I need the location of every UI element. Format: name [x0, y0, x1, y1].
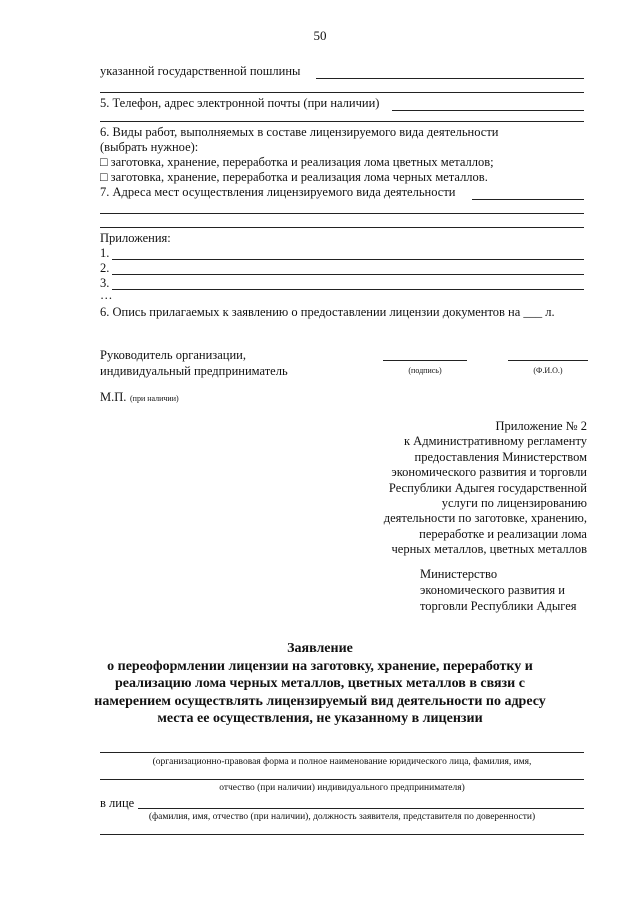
applicant-name-line-2	[100, 779, 584, 780]
title-line: о переоформлении лицензии на заготовку, хранение, переработку и	[107, 658, 533, 674]
appendix-line: Приложение № 2	[495, 419, 587, 433]
representative-line	[138, 808, 584, 809]
addresses-label: 7. Адреса мест осуществления лицензируемого вида деятельности	[100, 185, 456, 199]
addressee-line: Министерство	[420, 567, 498, 581]
stamp-label: М.П.	[100, 390, 127, 404]
appendix-line: предоставления Министерством	[414, 449, 587, 464]
stamp-note: (при наличии)	[130, 394, 179, 403]
fee-label: указанной государственной пошлины	[100, 64, 301, 78]
blank-line	[100, 834, 584, 835]
blank-line	[100, 121, 584, 122]
name-caption: (Ф.И.О.)	[533, 366, 563, 375]
addresses-field-line	[472, 199, 584, 200]
phone-email-field-line	[392, 110, 584, 111]
attachment-2-label: 2.	[100, 261, 110, 275]
applicant-name-line	[100, 752, 584, 753]
inventory-line: 6. Опись прилагаемых к заявлению о предоставлении лицензии документов на ___ л.	[100, 305, 555, 319]
signature-caption: (подпись)	[408, 366, 442, 375]
attachment-1-label: 1.	[100, 246, 110, 260]
appendix-line: к Административному регламенту	[403, 434, 587, 449]
appendix-line: деятельности по заготовке, хранению,	[383, 511, 587, 526]
fee-field-line	[316, 78, 584, 79]
addressee-line: экономического развития и	[420, 583, 565, 597]
option-nonferrous: □ заготовка, хранение, переработка и реализация лома цветных металлов;	[100, 155, 494, 169]
title-line: намерением осуществлять лицензируемый вид деятельности по адресу	[94, 693, 546, 709]
signature-line	[383, 360, 467, 361]
addressee-block	[420, 566, 600, 614]
blank-line	[100, 227, 584, 228]
representative-caption: (фамилия, имя, отчество (при наличии), должность заявителя, представителя по доверенности)	[148, 812, 536, 822]
page-number: 50	[313, 28, 327, 43]
signer-role-line2: индивидуальный предприниматель	[100, 364, 288, 378]
appendix-line: переработке и реализации лома	[419, 526, 587, 541]
appendix-line: Республики Адыгея государственной	[388, 480, 587, 495]
appendix-line: услуги по лицензированию	[441, 496, 587, 511]
appendix-line: черных металлов, цветных металлов	[391, 542, 587, 557]
title-line: Заявление	[287, 641, 353, 656]
appendix-header	[300, 419, 587, 558]
blank-line	[100, 92, 584, 93]
title-line: места ее осуществления, не указанному в лицензии	[157, 711, 483, 727]
option-ferrous: □ заготовка, хранение, переработка и реализация лома черных металлов.	[100, 170, 488, 184]
addressee-line: торговли Республики Адыгея	[420, 599, 577, 613]
applicant-caption-1: (организационно-правовая форма и полное наименование юридического лица, фамилия, имя,	[152, 757, 532, 767]
applicant-caption-2: отчество (при наличии) индивидуального предпринимателя)	[219, 783, 465, 793]
attachment-3-label: 3.	[100, 276, 110, 290]
blank-line	[100, 213, 584, 214]
document-title	[60, 640, 580, 728]
appendix-line: экономического развития и торговли	[391, 465, 587, 480]
attachment-2-line	[112, 274, 584, 275]
signer-role-line1: Руководитель организации,	[100, 348, 246, 362]
attachment-3-line	[112, 289, 584, 290]
phone-email-label: 5. Телефон, адрес электронной почты (при наличии)	[100, 96, 380, 110]
work-types-hint: (выбрать нужное):	[100, 140, 199, 154]
in-person-label: в лице	[100, 796, 135, 810]
work-types-label: 6. Виды работ, выполняемых в составе лицензируемого вида деятельности	[100, 125, 499, 139]
attachments-title: Приложения:	[100, 231, 171, 245]
title-line: реализацию лома черных металлов, цветных металлов в связи с	[115, 676, 525, 692]
attachments-ellipsis: …	[100, 288, 113, 302]
attachment-1-line	[112, 259, 584, 260]
name-line	[508, 360, 588, 361]
